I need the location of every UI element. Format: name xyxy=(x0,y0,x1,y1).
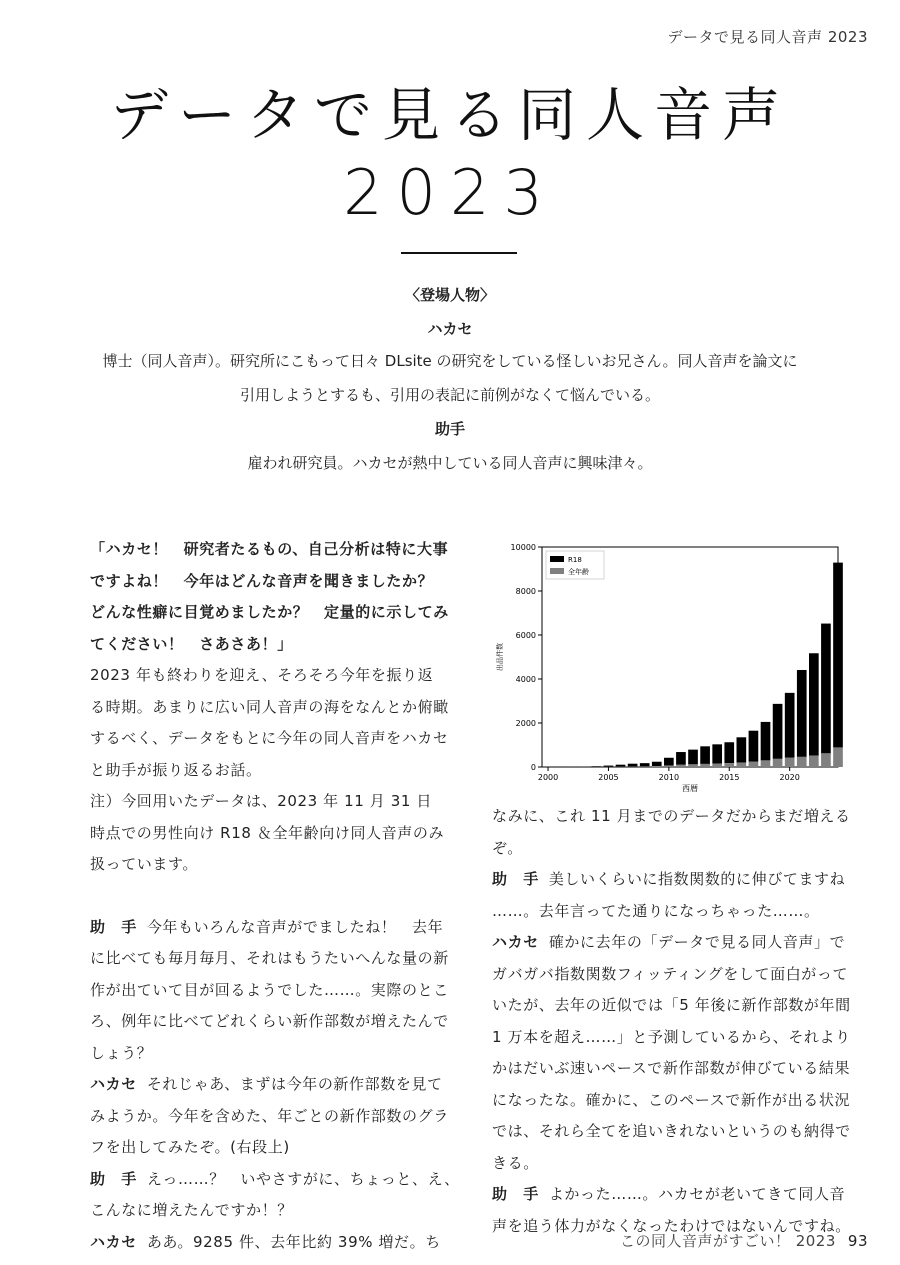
y-axis-label: 出品件数 xyxy=(496,643,504,671)
bar-all-ages xyxy=(833,747,843,767)
dialog-line: いたが、去年の近似では「5 年後に新作部数が年間 xyxy=(492,996,851,1014)
lead-line: てください！ さあさあ！」 xyxy=(90,634,293,653)
dialog-line: ろ、例年に比べてどれくらい新作部数が増えたんで xyxy=(90,1012,449,1030)
dialog-line: 助 手 えっ……？ いやさすがに、ちょっと、え、 xyxy=(90,1169,460,1188)
dialog-line: かはだいぶ速いペースで新作部数が伸びている結果 xyxy=(492,1059,851,1077)
dialog-line: ガバガバ指数関数フィッティングをして面白がって xyxy=(492,964,849,983)
y-tick-label: 10000 xyxy=(510,543,536,552)
dialog-line: になったな。確かに、このペースで新作が出る状況 xyxy=(492,1090,851,1109)
dialog-line: フを出してみたぞ。(右段上) xyxy=(90,1138,290,1156)
footer-title: この同人音声がすごい！ 2023 xyxy=(619,1232,836,1250)
bar-r18 xyxy=(737,737,747,762)
stacked-bar-chart xyxy=(492,535,852,797)
intro-line: と助手が振り返るお話。 xyxy=(90,760,262,779)
lead-line: 「ハカセ！ 研究者たるもの、自己分析は特に大事 xyxy=(90,540,449,558)
bar-r18 xyxy=(724,742,734,763)
legend-label: R18 xyxy=(568,556,582,564)
bar-r18 xyxy=(712,744,722,763)
dialog-line: しょう？ xyxy=(90,1043,153,1062)
x-tick-label: 2005 xyxy=(598,773,619,782)
bar-all-ages xyxy=(700,764,710,767)
body-line: ぞ。 xyxy=(492,838,523,857)
bar-r18 xyxy=(652,762,662,766)
y-tick-label: 2000 xyxy=(515,719,536,728)
dialog-line: 助 手 今年もいろんな音声がでましたね！ 去年 xyxy=(90,917,444,936)
bar-all-ages xyxy=(664,765,674,767)
x-tick-label: 2015 xyxy=(719,773,740,782)
dialog-line: 声を追う体力がなくなったわけではないんですね。 xyxy=(492,1216,851,1235)
cast-hakase-desc-2: 引用しようとするも、引用の表記に前例がなくて悩んでいる。 xyxy=(239,386,660,404)
dialog-line: きる。 xyxy=(492,1153,539,1172)
y-tick-label: 6000 xyxy=(515,631,536,640)
dialog-line: 1 万本を超え……」と予測しているから、それより xyxy=(492,1027,851,1046)
spacer xyxy=(90,881,460,912)
bar-r18 xyxy=(604,766,614,767)
y-tick-label: 0 xyxy=(530,763,536,772)
lead-block xyxy=(90,534,460,660)
left-column xyxy=(90,534,460,1258)
bar-all-ages xyxy=(785,758,795,767)
note-line: 時点での男性向け R18 ＆全年齢向け同人音声のみ xyxy=(90,823,445,842)
speaker-label: 助 手 xyxy=(90,1169,137,1188)
dialog-line: 助 手 美しいくらいに指数関数的に伸びてますね xyxy=(492,870,846,888)
bar-r18 xyxy=(797,670,807,757)
dialog-line: に比べても毎月毎月、それはもうたいへんな量の新 xyxy=(90,949,449,967)
bar-r18 xyxy=(761,722,771,761)
dialog-line: ハカセ それじゃあ、まずは今年の新作部数を見て xyxy=(90,1075,443,1093)
dialog-line: ……。去年言ってた通りになっちゃった……。 xyxy=(492,901,820,920)
bar-r18 xyxy=(676,752,686,765)
cast-joshu-desc: 雇われ研究員。ハカセが熱中している同人音声に興味津々。 xyxy=(247,454,653,472)
running-head: データで見る同人音声 2023 xyxy=(667,28,868,46)
dialog-line: ハカセ 確かに去年の「データで見る同人音声」で xyxy=(492,933,846,951)
x-axis-label: 西暦 xyxy=(682,784,698,793)
x-tick-label: 2020 xyxy=(779,773,800,782)
speaker-label: 助 手 xyxy=(90,917,137,936)
page-footer xyxy=(620,1230,868,1251)
bar-r18 xyxy=(749,731,759,762)
intro-line: 2023 年も終わりを迎え、そろそろ今年を振り返 xyxy=(90,666,434,684)
lead-line: ですよね！ 今年はどんな音声を聞きましたか？ xyxy=(90,571,434,590)
bar-r18 xyxy=(809,653,819,755)
dialog-line: みようか。今年を含めた、年ごとの新作部数のグラ xyxy=(90,1106,449,1125)
intro-line: る時期。あまりに広い同人音声の海をなんとか俯瞰 xyxy=(90,697,449,716)
bar-r18 xyxy=(628,764,638,767)
legend-swatch xyxy=(550,556,564,562)
bar-all-ages xyxy=(749,762,759,768)
speaker-label: 助 手 xyxy=(492,870,539,888)
dialog-line: 助 手 よかった……。ハカセが老いてきて同人音 xyxy=(492,1185,846,1203)
bar-all-ages xyxy=(688,764,698,767)
bar-all-ages xyxy=(640,766,650,767)
bar-r18 xyxy=(592,766,602,767)
speaker-label: 助 手 xyxy=(492,1185,539,1203)
bar-r18 xyxy=(821,624,831,754)
legend-label: 全年齢 xyxy=(568,568,589,576)
lead-line: どんな性癖に目覚めましたか？ 定量的に示してみ xyxy=(90,603,449,621)
bar-all-ages xyxy=(737,763,747,767)
dialog-line: こんなに増えたんですか！？ xyxy=(90,1201,293,1219)
note-line: 扱っています。 xyxy=(90,855,199,873)
chart-figure xyxy=(492,535,852,797)
title-divider xyxy=(401,252,517,254)
bar-all-ages xyxy=(712,764,722,767)
page-title-year: 2023 xyxy=(343,156,557,229)
x-tick-label: 2010 xyxy=(658,773,680,782)
body-line: なみに、これ 11 月までのデータだからまだ増える xyxy=(492,807,851,825)
bar-r18 xyxy=(833,563,843,748)
bar-all-ages xyxy=(652,766,662,767)
page-title: データで見る同人音声 xyxy=(109,81,790,149)
bar-r18 xyxy=(664,758,674,766)
y-tick-label: 8000 xyxy=(515,587,536,596)
cast-hakase-desc-1: 博士（同人音声）。研究所にこもって日々 DLsite の研究をしている怪しいお兄さん。同人音声を論文に xyxy=(102,352,798,370)
note-line: 注）今回用いたデータは、2023 年 11 月 31 日 xyxy=(90,792,432,810)
dialog-line: 作が出ていて目が回るようでした……。実際のとこ xyxy=(90,980,449,999)
bar-r18 xyxy=(688,750,698,765)
bar-all-ages xyxy=(676,765,686,767)
bar-r18 xyxy=(785,693,795,758)
cast-heading: 〈登場人物〉 xyxy=(404,286,495,304)
speaker-label: ハカセ xyxy=(90,1232,137,1251)
cast-joshu-name: 助手 xyxy=(434,420,465,438)
right-column xyxy=(492,801,862,1242)
speaker-label: ハカセ xyxy=(492,933,539,951)
bar-r18 xyxy=(773,704,783,759)
bar-all-ages xyxy=(797,757,807,767)
dialog-line: ハカセ ああ。9285 件、去年比約 39% 増だ。ち xyxy=(90,1232,441,1251)
bar-all-ages xyxy=(809,756,819,767)
page-number: 93 xyxy=(847,1232,868,1250)
intro-line: するべく、データをもとに今年の同人音声をハカセ xyxy=(90,729,449,747)
bar-r18 xyxy=(640,763,650,766)
bar-all-ages xyxy=(761,760,771,767)
dialog-line: では、それら全てを追いきれないというのも納得で xyxy=(492,1122,851,1140)
bar-r18 xyxy=(616,765,626,767)
bar-all-ages xyxy=(773,759,783,767)
bar-r18 xyxy=(700,746,710,764)
legend-swatch xyxy=(550,568,564,574)
y-tick-label: 4000 xyxy=(515,675,536,684)
bar-all-ages xyxy=(821,753,831,767)
x-tick-label: 2000 xyxy=(537,773,559,782)
cast-hakase-name: ハカセ xyxy=(427,320,473,338)
bar-all-ages xyxy=(724,763,734,767)
speaker-label: ハカセ xyxy=(90,1075,137,1093)
